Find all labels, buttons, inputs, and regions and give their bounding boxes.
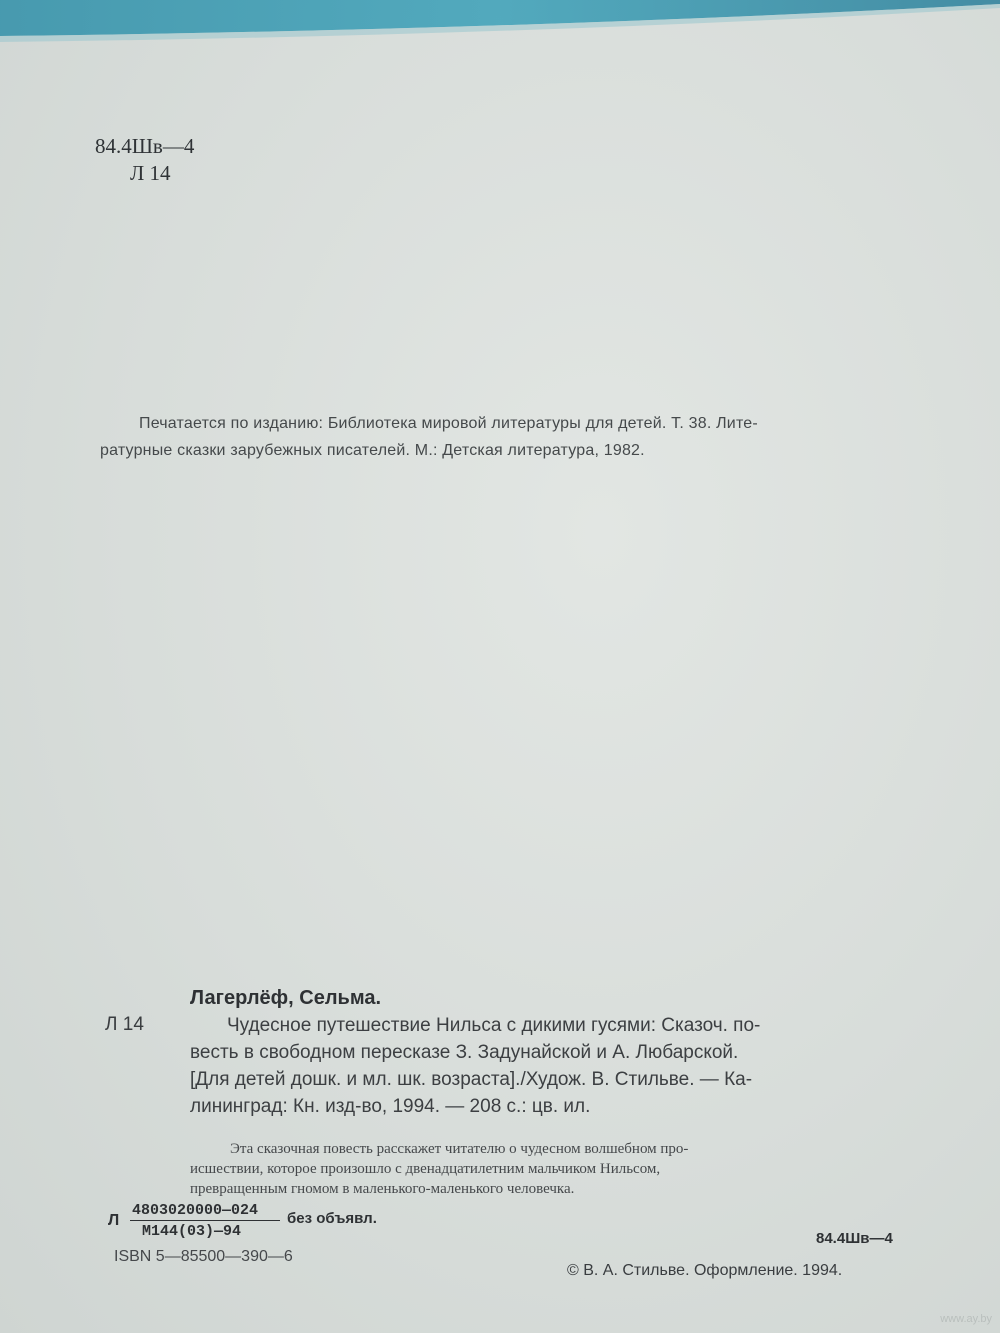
watermark: www.ay.by xyxy=(940,1313,992,1325)
description-line: [Для детей дошк. и мл. шк. возраста]./Худож. В. Стильве. — Ка- xyxy=(190,1069,753,1090)
cover-edge xyxy=(0,0,1000,60)
author-mark: Л 14 xyxy=(130,161,171,185)
edition-note-line: ратурные сказки зарубежных писателей. М.: Детская литература, 1982. xyxy=(100,442,645,459)
edition-note-line: Печатается по изданию: Библиотека мировой литературы для детей. Т. 38. Лите- xyxy=(139,415,758,432)
isbn: ISBN 5—85500—390—6 xyxy=(114,1248,293,1265)
catalog-author-mark: Л 14 xyxy=(105,1014,144,1035)
annotation-line: исшествии, которое произошло с двенадцатилетним мальчиком Нильсом, xyxy=(190,1161,661,1177)
fraction-line xyxy=(130,1220,280,1221)
code-note: без объявл. xyxy=(287,1210,377,1227)
bottom-classification-code: 84.4Шв—4 xyxy=(816,1230,893,1247)
annotation-line: Эта сказочная повесть расскажет читателю о чудесном волшебном про- xyxy=(230,1141,689,1157)
code-letter: Л xyxy=(108,1212,120,1229)
code-numerator: 4803020000—024 xyxy=(132,1202,259,1219)
copyright: © В. А. Стильве. Оформление. 1994. xyxy=(567,1262,843,1279)
description-line: Чудесное путешествие Нильса с дикими гусями: Сказоч. по- xyxy=(227,1015,761,1036)
classification-code: 84.4Шв—4 xyxy=(95,134,195,158)
annotation-line: превращенным гномом в маленького-маленького человечка. xyxy=(190,1181,575,1197)
description-line: весть в свободном пересказе З. Задунайской и А. Любарской. xyxy=(190,1042,739,1063)
code-denominator: М144(03)—94 xyxy=(142,1223,242,1240)
catalog-author: Лагерлёф, Сельма. xyxy=(190,987,382,1009)
description-line: лининград: Кн. изд-во, 1994. — 208 с.: цв. ил. xyxy=(190,1096,591,1117)
